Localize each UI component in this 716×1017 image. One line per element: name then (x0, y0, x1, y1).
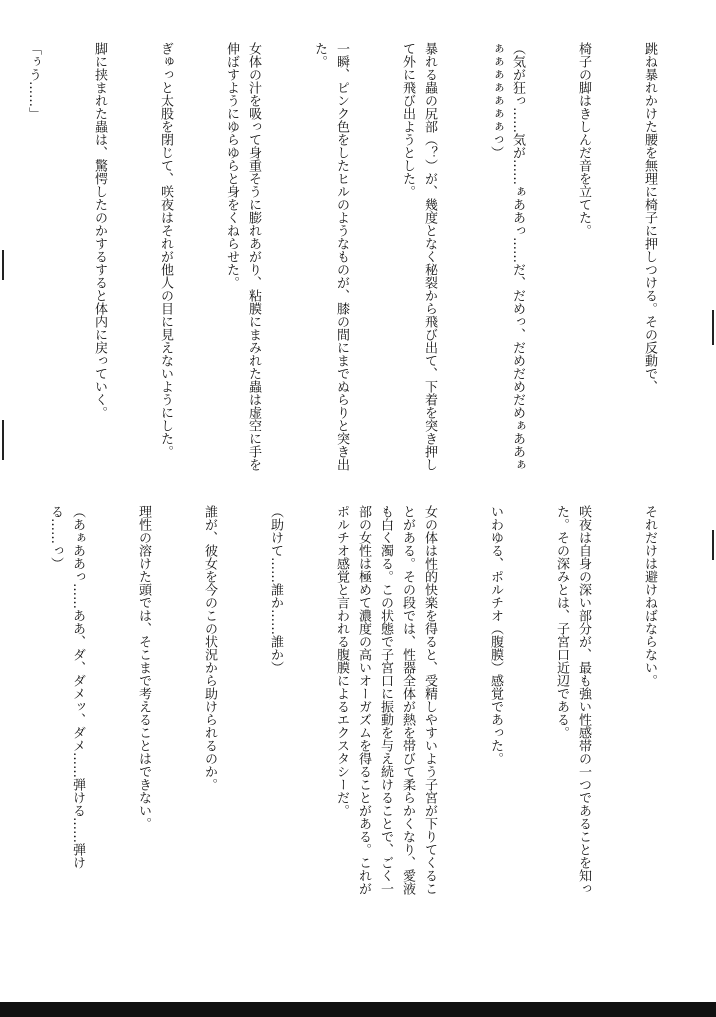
text-column: 椅子の脚はきしんだ音を立てた。 (576, 42, 591, 237)
text-column: 咲夜は自身の深い部分が、最も強い性感帯の一つであることを知った。その深みとは、子宮口近辺である。 (554, 505, 591, 895)
scan-edge-mark (2, 250, 4, 280)
scan-bottom-border (0, 1002, 716, 1017)
text-column: 「ぅう……」 (26, 42, 41, 120)
text-column: 理性の溶けた頭では、そこまで考えることはできない。 (136, 505, 151, 830)
text-column: それだけは避けねばならない。 (642, 505, 657, 687)
scan-edge-mark (712, 310, 714, 345)
upper-text-block (24, 42, 704, 472)
text-column: 暴れる蟲の尻部（？）が、幾度となく秘裂から飛び出て、下着を突き押して外に飛び出ようとした。 (400, 42, 437, 471)
lower-text-block (24, 505, 704, 905)
text-column: 脚に挟まれた蟲は、驚愕したのかするすると体内に戻っていく。 (92, 42, 107, 419)
scan-edge-mark (2, 420, 4, 460)
text-column: ぎゅっと太股を閉じて、咲夜はそれが他人の目に見えないようにした。 (158, 42, 173, 458)
text-column: 一瞬、ピンク色をしたヒルのようなものが、膝の間にまでぬらりと突き出た。 (312, 42, 349, 471)
text-column: 女体の汁を吸って身重そうに膨れあがり、粘膜にまみれた蟲は虚空に手を伸ばすようにゆらゆらと身をくねらせた。 (224, 42, 261, 471)
text-column: いわゆる、ポルチオ（腹膜）感覚であった。 (488, 505, 503, 765)
text-column: 跳ね暴れかけた腰を無理に椅子に押しつける。その反動で、 (642, 42, 657, 393)
text-column: （気が狂っ……気が……ぁああっ……だ、だめっ、だめだめだめぁああぁぁぁぁぁぁぁぁっ） (488, 42, 525, 471)
text-column: （あぁああっ……ああ、ダ、ダメッ、ダメ……弾ける……弾ける……っ） (48, 505, 85, 869)
text-column: 誰が、彼女を今のこの状況から助けられるのか。 (202, 505, 217, 791)
text-column: （助けて……誰か……誰か） (268, 505, 283, 674)
text-column: 女の体は性的快楽を得ると、受精しやすいよう子宮が下りてくることがある。その段では、性器全体が熱を帯びて柔らかくなり、愛液も白く濁る。この状態で子宮口に振動を与え続けることで、ごく一部の女性は極めて濃度の高いオーガズムを得ることがある。これがポルチオ感覚と言われる腹膜によるエクスタシーだ。 (334, 505, 437, 895)
scan-edge-mark (712, 530, 714, 560)
